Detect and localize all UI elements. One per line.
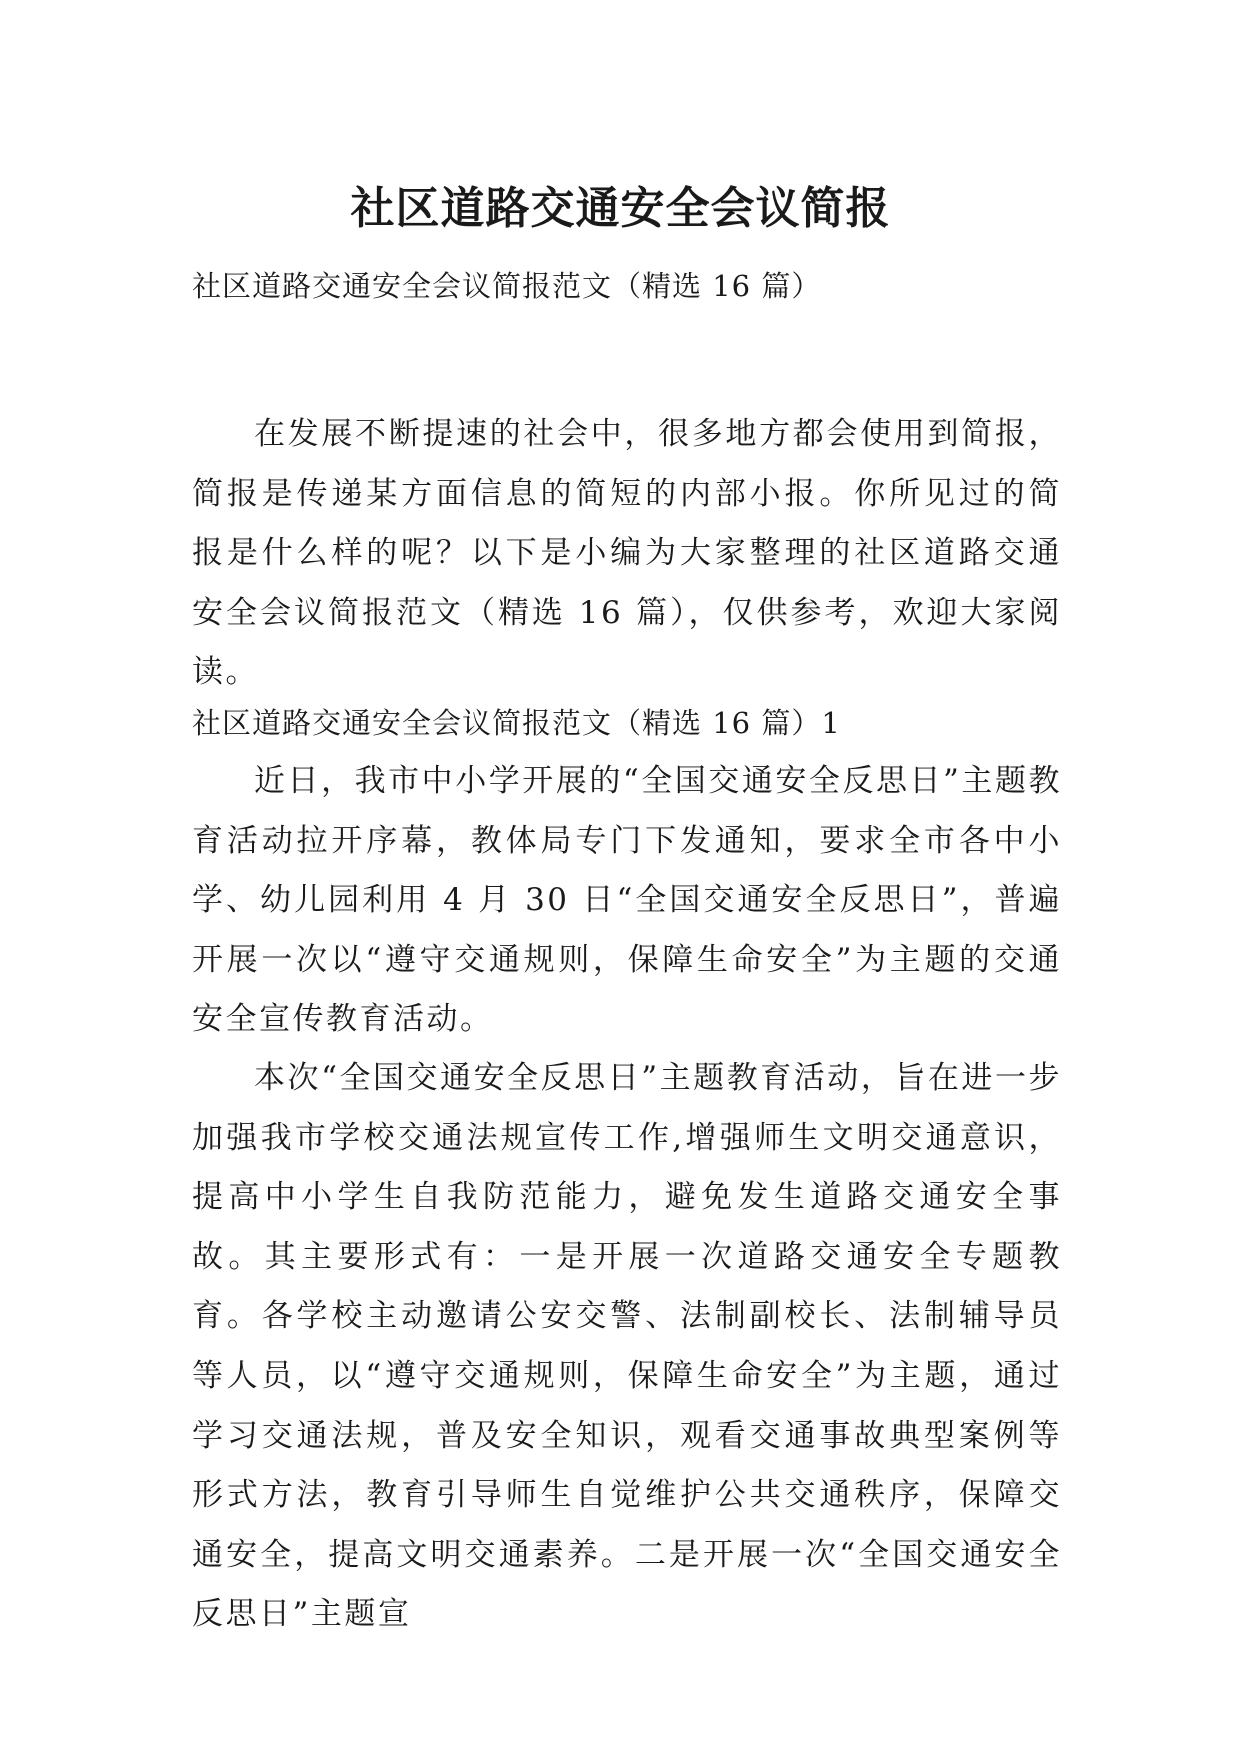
document-title: 社区道路交通安全会议简报 xyxy=(350,183,891,235)
body-paragraph-2: 本次“全国交通安全反思日”主题教育活动，旨在进一步加强我市学校交通法规宣传工作,增强师生文明交通意识，提高中小学生自我防范能力，避免发生道路交通安全事故。其主要形式有：一是开展一次道路交通安全专题教育。各学校主动邀请公安交警、法制副校长、法制辅导员等人员，以“遵守交通规则，保障生命安全”为主题，通过学习交通法规，普及安全知识，观看交通事故典型案例等形式方法，教育引导师生自觉维护公共交通秩序，保障交通安全，提高文明交通素养。二是开展一次“全国交通安全反思日”主题宣 xyxy=(192,1060,1062,1633)
intro-paragraph: 在发展不断提速的社会中，很多地方都会使用到简报，简报是传递某方面信息的简短的内部小报。你所见过的简报是什么样的呢？以下是小编为大家整理的社区道路交通安全会议简报范文（精选 16 篇），仅供参考，欢迎大家阅读。 xyxy=(192,416,1062,691)
section-heading: 社区道路交通安全会议简报范文（精选 16 篇）1 xyxy=(192,706,841,740)
document-subtitle: 社区道路交通安全会议简报范文（精选 16 篇） xyxy=(192,269,822,303)
body-paragraph-1: 近日，我市中小学开展的“全国交通安全反思日”主题教育活动拉开序幕，教体局专门下发通知，要求全市各中小学、幼儿园利用 4 月 30 日“全国交通安全反思日”，普遍开展一次以“遵守交通规则，保障生命安全”为主题的交通安全宣传教育活动。 xyxy=(192,763,1062,1038)
